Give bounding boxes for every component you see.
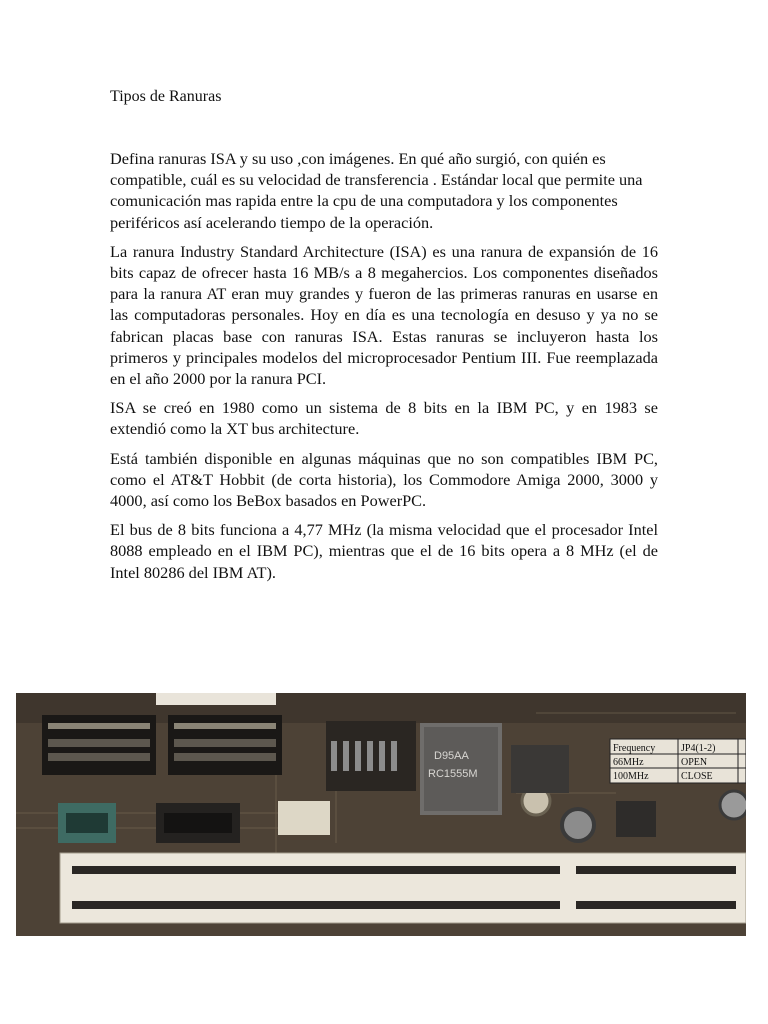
isa-slot (60, 853, 746, 923)
power-connector (156, 803, 240, 843)
document-body (110, 148, 658, 591)
table-cell: CLOSE (681, 771, 713, 782)
table-cell: OPEN (681, 757, 708, 768)
page-title: Tipos de Ranuras (110, 88, 222, 105)
motherboard-isa-slot-photo (16, 693, 746, 936)
paragraph-isa-definition: La ranura Industry Standard Architecture (ISA) es una ranura de expansión de 16 bits capaz de ofrecer hasta 16 MB/s a 8 megahercios. Los componentes diseñados para la ranura AT eran muy grandes y fueron de las primeras ranuras en usarse en las computadoras personales. Hoy en día es una tecnología en desuso y ya no se fabrican placas base con ranuras ISA. Estas ranuras se incluyeron hasta los primeros y principales modelos del microprocesador Pentium III. Fue reemplazada en el año 2000 por la ranura PCI. (110, 241, 658, 389)
paragraph-question: Defina ranuras ISA y su uso ,con imágenes. En qué año surgió, con quién es compatible, cuál es su velocidad de transferencia . Estándar local que permite una comunicación mas rapida entre la cpu de una computadora y los componentes periféricos así acelerando tiempo de la operación. (110, 149, 643, 232)
small-slot-left (42, 715, 156, 775)
paragraph-bus-speed: El bus de 8 bits funciona a 4,77 MHz (la misma velocidad que el procesador Intel 8088 empleado en el IBM PC), mientras que el de 16 bits opera a 8 MHz (el de Intel 80286 del IBM AT). (110, 520, 658, 582)
fan-connector (58, 803, 116, 843)
paragraph-compatibility: Está también disponible en algunas máquinas que no son compatibles IBM PC, como el AT&T Hobbit (de corta historia), los Commodore Amiga 2000, 3000 y 4000, así como los BeBox basados en PowerPC. (110, 448, 658, 511)
paragraph-isa-history: ISA se creó en 1980 como un sistema de 8 bits en la IBM PC, y en 1983 se extendió como la XT bus architecture. (110, 398, 658, 439)
chip-label-2: RC1555M (428, 768, 478, 780)
table-cell: 66MHz (613, 757, 644, 768)
table-header-jumper: JP4(1-2) (681, 743, 716, 754)
table-cell: 100MHz (613, 771, 649, 782)
small-slot-right (168, 715, 282, 775)
chip-label-1: D95AA (434, 750, 469, 762)
table-header-frequency: Frequency (613, 743, 656, 754)
jumper-frequency-table (610, 739, 746, 783)
regulator-chip (420, 723, 502, 815)
